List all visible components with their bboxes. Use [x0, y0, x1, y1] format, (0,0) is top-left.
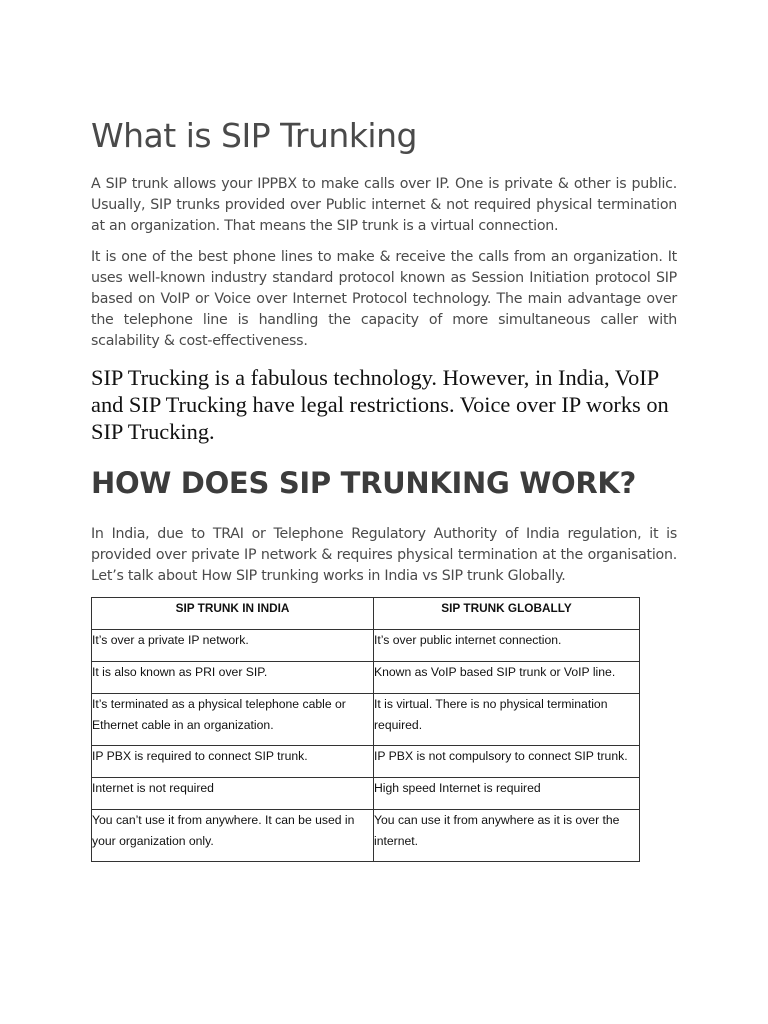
table-row — [92, 694, 640, 746]
cell-globally: IP PBX is not compulsory to connect SIP trunk. — [374, 746, 640, 778]
cell-globally: Known as VoIP based SIP trunk or VoIP line. — [374, 662, 640, 694]
cell-globally: You can use it from anywhere as it is over the internet. — [374, 810, 640, 862]
section-heading: HOW DOES SIP TRUNKING WORK? — [91, 466, 637, 500]
page-title: What is SIP Trunking — [91, 116, 417, 155]
cell-globally: It is virtual. There is no physical termination required. — [374, 694, 640, 746]
cell-globally: High speed Internet is required — [374, 778, 640, 810]
table-row — [92, 630, 640, 662]
section-paragraph: In India, due to TRAI or Telephone Regulatory Authority of India regulation, it is provided over private IP network & requires physical termination at the organisation. Let’s talk about How SIP trunking works in India vs SIP trunk Globally. — [91, 526, 677, 584]
legal-note-paragraph: SIP Trucking is a fabulous technology. However, in India, VoIP and SIP Trucking have legal restrictions. Voice over IP works on SIP Trucking. — [91, 365, 669, 444]
header-globally: SIP TRUNK GLOBALLY — [374, 598, 640, 630]
comparison-table — [91, 597, 640, 862]
intro-paragraph: A SIP trunk allows your IPPBX to make calls over IP. One is private & other is public. Usually, SIP trunks provided over Public internet & not required physical termination at an organization. That means the SIP trunk is a virtual connection. — [91, 176, 677, 234]
cell-india: Internet is not required — [92, 778, 374, 810]
header-india: SIP TRUNK IN INDIA — [92, 598, 374, 630]
table-row — [92, 746, 640, 778]
cell-india: You can’t use it from anywhere. It can be used in your organization only. — [92, 810, 374, 862]
table-row — [92, 662, 640, 694]
cell-india: It’s terminated as a physical telephone cable or Ethernet cable in an organization. — [92, 694, 374, 746]
table-header-row — [92, 598, 640, 630]
cell-india: IP PBX is required to connect SIP trunk. — [92, 746, 374, 778]
table-row — [92, 810, 640, 862]
benefits-paragraph: It is one of the best phone lines to make & receive the calls from an organization. It uses well-known industry standard protocol known as Session Initiation protocol SIP based on VoIP or Voice over Internet Protocol technology. The main advantage over the telephone line is handling the capacity of more simultaneous caller with scalability & cost-effectiveness. — [91, 249, 677, 349]
cell-globally: It’s over public internet connection. — [374, 630, 640, 662]
table-row — [92, 778, 640, 810]
cell-india: It’s over a private IP network. — [92, 630, 374, 662]
cell-india: It is also known as PRI over SIP. — [92, 662, 374, 694]
